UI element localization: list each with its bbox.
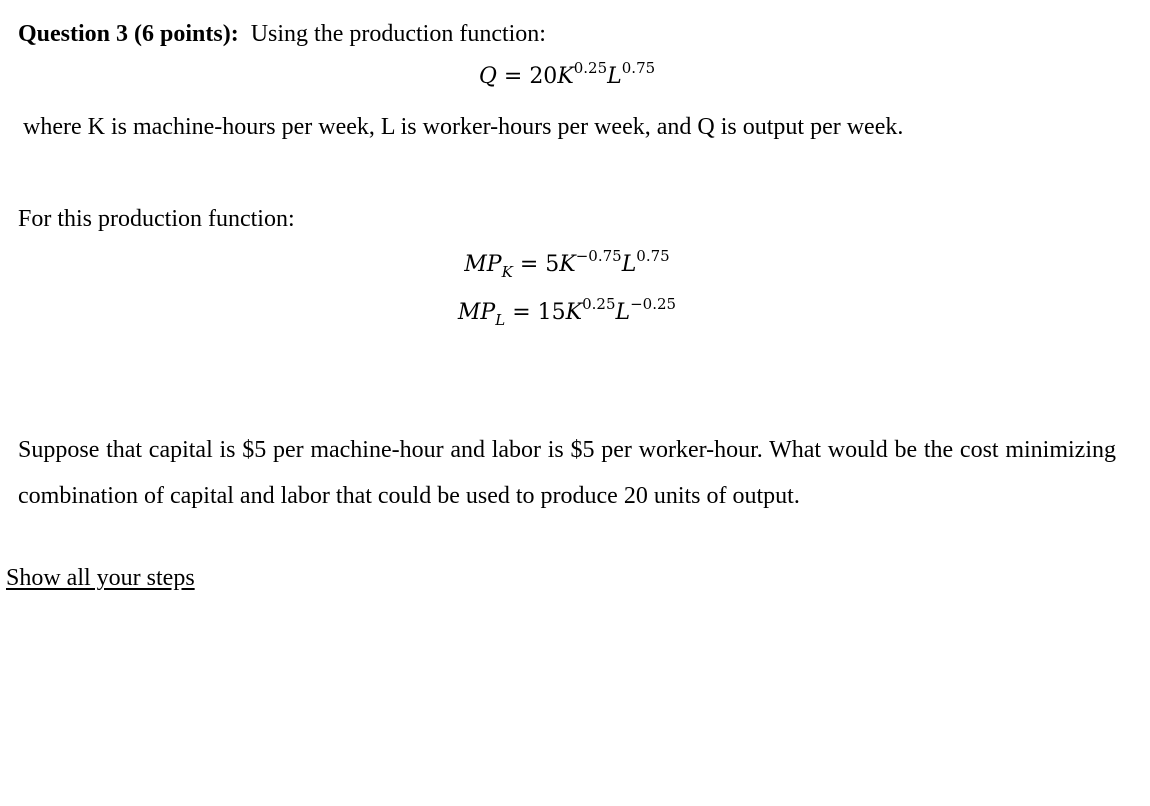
eq-q-lhs: Q — [478, 64, 497, 89]
for-this-text: For this production function: — [18, 206, 295, 232]
eq-q-equals: = — [503, 64, 523, 89]
eq-mpk-var1: K — [559, 252, 576, 277]
eq-mpk-exp1: −0.75 — [575, 247, 622, 265]
eq-q-coef: 20 — [529, 64, 558, 89]
mpl-equation — [0, 295, 1134, 329]
question-heading — [18, 22, 546, 46]
instruction-text: Show all your steps — [6, 565, 195, 591]
eq-mpk-lhs: MP — [464, 252, 502, 277]
eq-q-exp1: 0.25 — [573, 59, 608, 77]
eq-mpl-equals: = — [512, 300, 531, 325]
eq-mpk-equals: = — [519, 252, 539, 277]
eq-q-exp2: 0.75 — [621, 59, 656, 77]
eq-mpl-lhs: MP — [457, 300, 496, 325]
question-intro: Using the production function: — [250, 21, 546, 47]
production-function-equation — [0, 59, 1134, 89]
eq-q-var2: L — [607, 64, 622, 89]
eq-mpl-var1: K — [565, 300, 583, 325]
eq-mpk-sub: K — [501, 263, 513, 281]
definitions-text: where K is machine-hours per week, L is worker-hours per week, and Q is output per week. — [23, 114, 904, 140]
question-label: Question 3 (6 points): — [18, 21, 239, 47]
eq-mpl-exp1: 0.25 — [582, 295, 616, 313]
eq-mpk-exp2: 0.75 — [636, 247, 670, 265]
eq-q-var1: K — [557, 64, 574, 89]
eq-mpl-sub: L — [495, 311, 506, 329]
eq-mpl-coef: 15 — [537, 300, 566, 325]
eq-mpk-coef: 5 — [545, 252, 560, 277]
eq-mpk-var2: L — [621, 252, 637, 277]
problem-text: Suppose that capital is $5 per machine-hour and labor is $5 per worker-hour. What would be the cost minimizing combination of capital and labor that could be used to produce 20 units of output. — [18, 437, 1116, 509]
eq-mpl-var2: L — [615, 300, 631, 325]
mpk-equation — [0, 247, 1134, 281]
eq-mpl-exp2: −0.25 — [630, 295, 677, 313]
